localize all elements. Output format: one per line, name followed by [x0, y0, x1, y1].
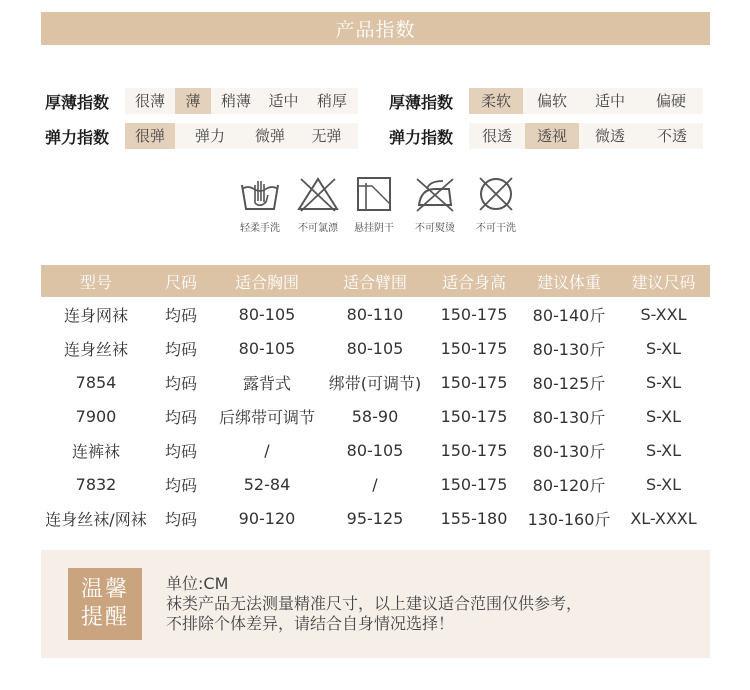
table-cell: 80-105	[346, 338, 404, 358]
elasticity-index-row-right	[385, 123, 703, 149]
note-line: 不排除个体差异，请结合自身情况选择！	[166, 614, 455, 633]
table-cell: 52-84	[243, 474, 291, 494]
index-option: 适中	[594, 92, 625, 110]
reminder-badge	[68, 568, 142, 640]
table-cell: 连身丝袜	[63, 339, 128, 359]
index-option: 微透	[594, 127, 625, 145]
care-caption: 不可氯漂	[298, 223, 338, 234]
thickness-index-row-right	[385, 88, 703, 114]
index-label: 厚薄指数	[389, 92, 454, 112]
table-cell: 连裤袜	[71, 441, 120, 461]
index-options	[469, 123, 703, 149]
note-line: 袜类产品无法测量精准尺寸，以上建议适合范围仅供参考，	[166, 594, 583, 613]
table-cell: 均码	[164, 407, 197, 427]
table-cell: 150-175	[440, 304, 508, 324]
column-header: 建议体重	[521, 265, 617, 297]
column-header: 建议尺码	[617, 265, 710, 297]
index-option-selected: 很弹	[125, 123, 175, 149]
index-option: 不透	[656, 127, 687, 145]
table-cell: /	[372, 474, 378, 494]
no-dry-clean-icon	[474, 175, 518, 213]
table-cell: 80-105	[346, 440, 404, 460]
badge-line: 温馨	[80, 577, 129, 602]
table-cell: 80-105	[238, 338, 296, 358]
index-option: 很透	[481, 127, 512, 145]
index-option-selected: 透视	[525, 123, 579, 149]
table-row	[41, 365, 710, 399]
table-cell: 后绑带可调节	[218, 407, 315, 427]
index-option-selected: 薄	[175, 88, 211, 114]
index-option: 稍厚	[316, 92, 347, 110]
care-caption: 轻柔手洗	[240, 223, 280, 234]
care-hand-wash	[227, 175, 293, 234]
no-bleach-icon	[296, 175, 340, 213]
table-row	[41, 433, 710, 467]
table-cell: 150-175	[440, 440, 508, 460]
column-header: 适合身高	[427, 265, 521, 297]
table-cell: S-XXL	[640, 304, 687, 324]
column-header: 适合胸围	[211, 265, 323, 297]
care-caption: 悬挂阴干	[354, 223, 394, 234]
index-options	[469, 88, 703, 114]
table-cell: 58-90	[351, 406, 399, 426]
table-cell: 90-120	[238, 508, 296, 528]
table-cell: S-XL	[645, 338, 681, 358]
table-header-row	[41, 265, 710, 297]
table-row	[41, 467, 710, 501]
table-cell: 均码	[164, 339, 197, 359]
care-caption: 不可熨烫	[415, 223, 455, 234]
index-option: 无弹	[311, 127, 342, 145]
table-cell: 绑带(可调节)	[328, 373, 422, 393]
column-header: 尺码	[151, 265, 211, 297]
care-no-iron	[402, 175, 468, 234]
table-row	[41, 399, 710, 433]
hang-dry-icon	[352, 175, 396, 213]
hand-wash-icon	[238, 175, 282, 213]
table-cell: 150-175	[440, 372, 508, 392]
badge-line: 提醒	[80, 605, 129, 630]
table-cell: 150-175	[440, 474, 508, 494]
table-cell: 均码	[164, 475, 197, 495]
table-row	[41, 331, 710, 365]
index-option-selected: 柔软	[469, 88, 523, 114]
reminder-box	[41, 550, 710, 658]
table-cell: 均码	[164, 373, 197, 393]
section-header	[41, 12, 710, 45]
table-row	[41, 297, 710, 331]
table-cell: 均码	[164, 305, 197, 325]
table-cell: 80-110	[346, 304, 404, 324]
table-cell: /	[264, 440, 270, 460]
table-cell: 80-130斤	[532, 441, 606, 461]
index-option: 弹力	[194, 127, 225, 145]
table-cell: 7854	[75, 372, 117, 392]
unit-line: 单位:CM	[166, 574, 229, 593]
table-cell: 80-120斤	[532, 475, 606, 495]
table-cell: S-XL	[645, 440, 681, 460]
care-no-dry-clean	[463, 175, 529, 234]
table-cell: 均码	[164, 441, 197, 461]
index-label: 弹力指数	[389, 127, 454, 147]
index-option: 偏软	[536, 92, 567, 110]
table-cell: 130-160斤	[527, 509, 611, 529]
elasticity-index-row-left	[41, 123, 358, 149]
table-cell: S-XL	[645, 474, 681, 494]
table-cell: 155-180	[440, 508, 508, 528]
care-hang-dry	[341, 175, 407, 234]
table-cell: 80-105	[238, 304, 296, 324]
size-table	[41, 265, 710, 535]
table-cell: 150-175	[440, 338, 508, 358]
table-cell: 95-125	[346, 508, 404, 528]
table-cell: 80-130斤	[532, 339, 606, 359]
column-header: 适合臂围	[323, 265, 427, 297]
index-option: 适中	[268, 92, 299, 110]
index-option: 偏硬	[655, 92, 686, 110]
table-cell: 80-125斤	[532, 373, 606, 393]
index-option: 稍薄	[220, 92, 251, 110]
table-cell: 均码	[164, 509, 197, 529]
reminder-text	[166, 574, 582, 634]
section-title: 产品指数	[335, 19, 416, 41]
column-header: 型号	[41, 265, 151, 297]
index-option: 微弹	[254, 127, 285, 145]
table-cell: 7832	[75, 474, 117, 494]
no-iron-icon	[413, 175, 457, 213]
table-cell: 7900	[75, 406, 117, 426]
table-row	[41, 501, 710, 535]
index-label: 厚薄指数	[45, 92, 110, 112]
table-cell: 连身网袜	[63, 305, 128, 325]
thickness-index-row-left	[41, 88, 358, 114]
index-option: 很薄	[134, 92, 165, 110]
table-cell: 露背式	[242, 373, 291, 393]
table-cell: S-XL	[645, 372, 681, 392]
index-label: 弹力指数	[45, 127, 110, 147]
table-cell: 80-130斤	[532, 407, 606, 427]
table-cell: 150-175	[440, 406, 508, 426]
table-cell: XL-XXXL	[630, 508, 697, 528]
table-cell: 80-140斤	[532, 305, 606, 325]
care-caption: 不可干洗	[476, 223, 516, 234]
table-cell: 连身丝袜/网袜	[45, 509, 147, 529]
index-options	[125, 123, 358, 149]
table-cell: S-XL	[645, 406, 681, 426]
index-options	[125, 88, 358, 114]
